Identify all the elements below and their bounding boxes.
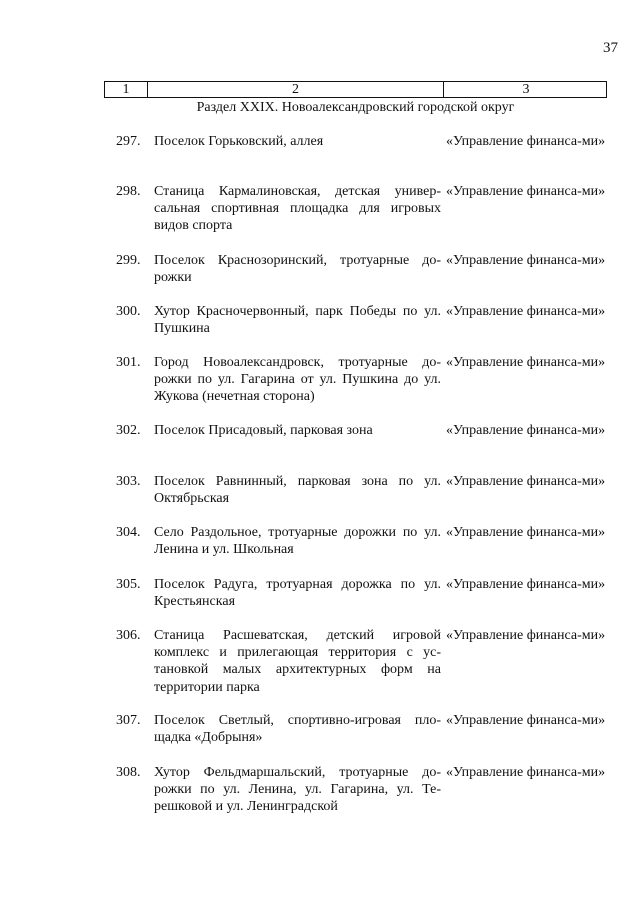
table-header-col-1: 1 [122, 82, 130, 97]
entry-object: Поселок Светлый, спортивно-игровая пло-щадка «Добрыня» [154, 713, 441, 746]
section-title: Раздел XXIX. Новоалександровский городской округ [196, 100, 515, 115]
entry-number: 300. [116, 304, 141, 319]
entry-number: 306. [116, 628, 141, 643]
entry-object: Поселок Присадовый, парковая зона [154, 423, 373, 438]
entry-object: Село Раздольное, тротуарные дорожки по ул. Ленина и ул. Школьная [154, 525, 441, 558]
entry-number: 303. [116, 474, 141, 489]
entry-number: 299. [116, 253, 141, 268]
entry-organization: «Управление финанса-ми» [446, 184, 606, 199]
entry-object: Поселок Равнинный, парковая зона по ул. Октябрьская [154, 474, 441, 507]
entry-organization: «Управление финанса-ми» [446, 134, 606, 149]
entry-number: 308. [116, 765, 141, 780]
entry-organization: «Управление финанса-ми» [446, 577, 606, 592]
entry-organization: «Управление финанса-ми» [446, 525, 606, 540]
entry-object: Станица Расшеватская, детский игровой комплекс и прилегающая территория с ус-тановкой малых архитектурных форм на территории парка [154, 628, 441, 695]
entry-object: Поселок Краснозоринский, тротуарные до-рожки [154, 253, 441, 286]
table-header-col-2: 2 [147, 82, 443, 97]
entry-organization: «Управление финанса-ми» [446, 304, 606, 319]
entry-number: 297. [116, 134, 141, 149]
entry-organization: «Управление финанса-ми» [446, 423, 606, 438]
entry-number: 301. [116, 355, 141, 370]
page-number: 37 [603, 40, 618, 56]
entry-object: Хутор Красночервонный, парк Победы по ул. Пушкина [154, 304, 441, 337]
entry-object: Хутор Фельдмаршальский, тротуарные до-рожки по ул. Ленина, ул. Гагарина, ул. Те-решковой и ул. Ленинградской [154, 765, 441, 815]
entry-number: 305. [116, 577, 141, 592]
entry-organization: «Управление финанса-ми» [446, 253, 606, 268]
entry-object: Поселок Горьковский, аллея [154, 134, 324, 149]
entry-number: 307. [116, 713, 141, 728]
entry-organization: «Управление финанса-ми» [446, 474, 606, 489]
entry-organization: «Управление финанса-ми» [446, 713, 606, 728]
table-header-row [104, 81, 607, 98]
table-header-col-3: 3 [443, 82, 608, 97]
entry-object: Станица Кармалиновская, детская универ-сальная спортивная площадка для игровых видов спорта [154, 184, 441, 234]
entry-object: Город Новоалександровск, тротуарные до-рожки по ул. Гагарина от ул. Пушкина до ул. Жукова (нечетная сторона) [154, 355, 441, 405]
entry-organization: «Управление финанса-ми» [446, 355, 606, 370]
entry-organization: «Управление финанса-ми» [446, 765, 606, 780]
entry-number: 302. [116, 423, 141, 438]
entry-number: 298. [116, 184, 141, 199]
entry-object: Поселок Радуга, тротуарная дорожка по ул. Крестьянская [154, 577, 441, 610]
entry-organization: «Управление финанса-ми» [446, 628, 606, 643]
entry-number: 304. [116, 525, 141, 540]
